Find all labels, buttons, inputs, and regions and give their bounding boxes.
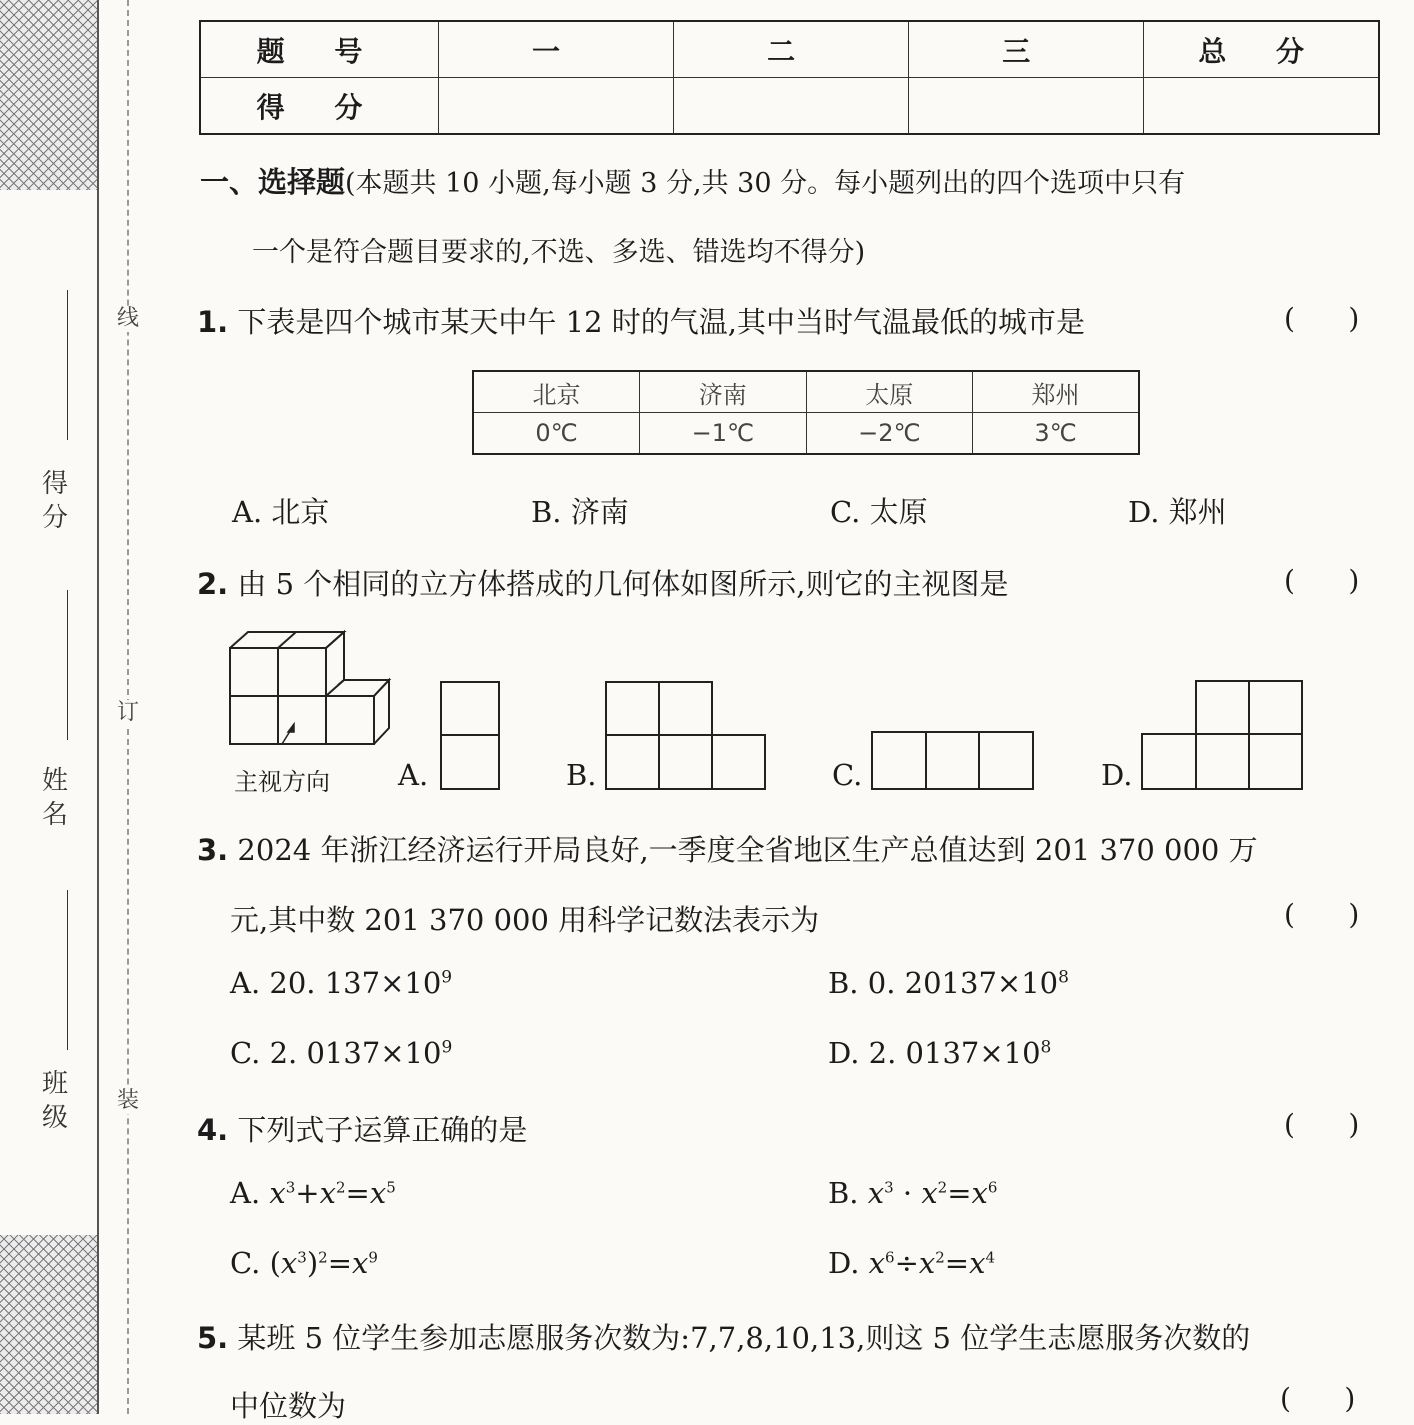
question-text: 下列式子运算正确的是 bbox=[237, 1113, 528, 1147]
question-number: 1. bbox=[197, 305, 229, 339]
option-b-label[interactable]: B. bbox=[566, 758, 597, 792]
answer-bracket[interactable]: ( ) bbox=[1284, 1108, 1360, 1141]
city-cell: 郑州 bbox=[973, 371, 1140, 413]
option-a[interactable]: A. 20. $137\times 10^9$ bbox=[230, 966, 453, 1000]
question-2 bbox=[197, 562, 1009, 603]
score-header-cell: 二 bbox=[674, 21, 909, 78]
option-c[interactable]: C. 太原 bbox=[830, 495, 928, 529]
score-row-label: 得 分 bbox=[200, 78, 439, 135]
temperature-row bbox=[473, 413, 1139, 455]
option-b-square bbox=[658, 734, 713, 790]
score-table-score-row bbox=[200, 78, 1379, 135]
answer-bracket[interactable]: ( ) bbox=[1280, 1382, 1356, 1415]
option-b-square bbox=[711, 734, 766, 790]
answer-bracket[interactable]: ( ) bbox=[1284, 564, 1360, 597]
temp-cell: 0℃ bbox=[473, 413, 640, 455]
temp-cell: −1℃ bbox=[640, 413, 807, 455]
temp-cell: 3℃ bbox=[973, 413, 1140, 455]
option-d-square bbox=[1248, 680, 1303, 735]
question-text: 2024 年浙江经济运行开局良好,一季度全省地区生产总值达到 201 370 000 万 bbox=[237, 833, 1258, 867]
option-b[interactable]: B. 0. $20137\times 10^8$ bbox=[828, 966, 1069, 1000]
score-input-cell[interactable] bbox=[1144, 78, 1379, 135]
option-b-square bbox=[605, 734, 660, 790]
question-number: 2. bbox=[197, 567, 229, 601]
margin-border bbox=[97, 0, 99, 1414]
question-text: 由 5 个相同的立方体搭成的几何体如图所示,则它的主视图是 bbox=[237, 567, 1009, 601]
score-input-cell[interactable] bbox=[674, 78, 909, 135]
option-a[interactable]: A. $x^3+x^2=x^5$ bbox=[230, 1176, 396, 1210]
option-a-label[interactable]: A. bbox=[398, 758, 429, 792]
question-number: 4. bbox=[197, 1113, 229, 1147]
cut-mark-bottom: 装 bbox=[113, 1088, 143, 1114]
class-label: 班级 bbox=[41, 1069, 68, 1133]
cut-mark-mid: 订 bbox=[113, 700, 143, 726]
option-c-square bbox=[978, 731, 1034, 790]
option-d[interactable]: D. $x^6\div x^2=x^4$ bbox=[828, 1246, 995, 1280]
score-header-cell: 一 bbox=[439, 21, 674, 78]
option-b-square bbox=[658, 681, 713, 736]
score-table-header-row bbox=[200, 21, 1379, 78]
question-number: 5. bbox=[197, 1321, 229, 1355]
score-blank-line bbox=[67, 290, 68, 440]
score-input-cell[interactable] bbox=[439, 78, 674, 135]
name-blank-line bbox=[67, 590, 68, 740]
score-header-cell: 题 号 bbox=[200, 21, 439, 78]
question-5-cont: 中位数为 bbox=[230, 1389, 347, 1423]
option-d-label[interactable]: D. bbox=[1101, 758, 1133, 792]
question-number: 3. bbox=[197, 833, 229, 867]
option-b[interactable]: B. 济南 bbox=[531, 495, 629, 529]
score-header-cell: 三 bbox=[909, 21, 1144, 78]
option-c[interactable]: C. $(x^3)^2=x^9$ bbox=[230, 1246, 378, 1280]
option-a[interactable]: A. 北京 bbox=[232, 495, 330, 529]
question-text: 某班 5 位学生参加志愿服务次数为:7,7,8,10,13,则这 5 位学生志愿服务次数的 bbox=[237, 1321, 1251, 1355]
city-cell: 太原 bbox=[806, 371, 973, 413]
class-blank-line bbox=[67, 890, 68, 1050]
section-title: 一、选择题(本题共 10 小题,每小题 3 分,共 30 分。每小题列出的四个选项中只有 bbox=[200, 165, 1186, 199]
option-c-square bbox=[925, 731, 980, 790]
margin-hatch-top bbox=[0, 0, 97, 190]
option-d-square bbox=[1195, 680, 1250, 735]
question-3 bbox=[197, 828, 1258, 869]
section-description-cont: 一个是符合题目要求的,不选、多选、错选均不得分) bbox=[252, 237, 866, 268]
option-c-label[interactable]: C. bbox=[832, 758, 863, 792]
city-row bbox=[473, 371, 1139, 413]
option-b[interactable]: B. $x^3 \cdot x^2=x^6$ bbox=[828, 1176, 998, 1210]
question-4 bbox=[197, 1108, 527, 1149]
option-b-square bbox=[605, 681, 660, 736]
score-input-cell[interactable] bbox=[909, 78, 1144, 135]
score-header-cell: 总 分 bbox=[1144, 21, 1379, 78]
question-text: 下表是四个城市某天中午 12 时的气温,其中当时气温最低的城市是 bbox=[237, 305, 1085, 339]
score-table bbox=[199, 20, 1380, 135]
option-d-square bbox=[1195, 733, 1250, 790]
name-label: 姓名 bbox=[41, 766, 68, 830]
option-a-square bbox=[440, 734, 500, 790]
cube-solid-figure bbox=[224, 628, 394, 748]
city-cell: 北京 bbox=[473, 371, 640, 413]
option-a-square bbox=[440, 681, 500, 736]
option-d[interactable]: D. 2. $0137\times 10^8$ bbox=[828, 1036, 1052, 1070]
temperature-table bbox=[472, 370, 1140, 455]
option-d-square bbox=[1248, 733, 1303, 790]
option-c[interactable]: C. 2. $0137\times 10^9$ bbox=[230, 1036, 453, 1070]
margin-hatch-bottom bbox=[0, 1235, 97, 1414]
question-1 bbox=[197, 300, 1085, 341]
answer-bracket[interactable]: ( ) bbox=[1284, 302, 1360, 335]
question-3-cont: 元,其中数 201 370 000 用科学记数法表示为 bbox=[230, 903, 820, 937]
cut-mark-top: 线 bbox=[113, 306, 143, 332]
option-c-square bbox=[871, 731, 927, 790]
answer-bracket[interactable]: ( ) bbox=[1284, 898, 1360, 931]
view-direction-label: 主视方向 bbox=[234, 768, 330, 796]
option-d-square bbox=[1141, 733, 1197, 790]
score-label: 得分 bbox=[41, 469, 68, 533]
city-cell: 济南 bbox=[640, 371, 807, 413]
section-description: (本题共 10 小题,每小题 3 分,共 30 分。每小题列出的四个选项中只有 bbox=[345, 168, 1186, 199]
question-5 bbox=[197, 1316, 1250, 1357]
option-d[interactable]: D. 郑州 bbox=[1128, 495, 1227, 529]
temp-cell: −2℃ bbox=[806, 413, 973, 455]
